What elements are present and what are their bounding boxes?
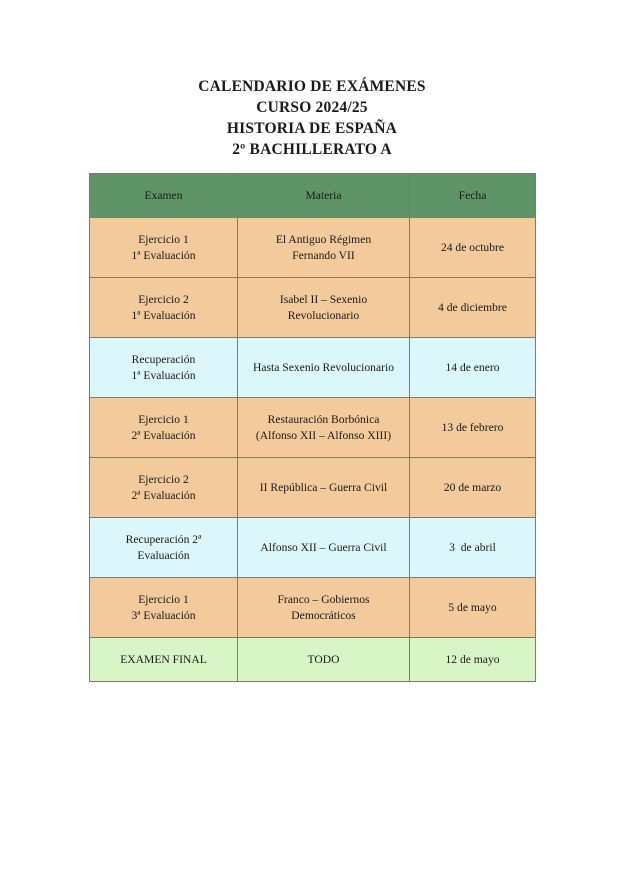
cell-materia: Isabel II – Sexenio Revolucionario	[238, 278, 410, 338]
cell-examen: Ejercicio 1 3ª Evaluación	[90, 578, 238, 638]
table-row	[90, 278, 536, 338]
cell-examen: Ejercicio 1 2ª Evaluación	[90, 398, 238, 458]
cell-materia: Alfonso XII – Guerra Civil	[238, 518, 410, 578]
cell-examen: Ejercicio 1 1ª Evaluación	[90, 218, 238, 278]
table-row	[90, 578, 536, 638]
title-course: CURSO 2024/25	[256, 99, 368, 116]
cell-fecha: 12 de mayo	[410, 638, 536, 682]
cell-examen: Recuperación 1ª Evaluación	[90, 338, 238, 398]
table-row	[90, 338, 536, 398]
cell-materia: Hasta Sexenio Revolucionario	[238, 338, 410, 398]
cell-materia: Restauración Borbónica (Alfonso XII – Alfonso XIII)	[238, 398, 410, 458]
cell-materia: Franco – Gobiernos Democráticos	[238, 578, 410, 638]
cell-examen: Ejercicio 2 2ª Evaluación	[90, 458, 238, 518]
title-subject: HISTORIA DE ESPAÑA	[226, 120, 398, 137]
cell-materia: II República – Guerra Civil	[238, 458, 410, 518]
cell-examen: Recuperación 2ª Evaluación	[90, 518, 238, 578]
header-examen: Examen	[90, 174, 238, 218]
title-calendar: CALENDARIO DE EXÁMENES	[198, 78, 426, 95]
table-row	[90, 398, 536, 458]
cell-fecha: 3 de abril	[410, 518, 536, 578]
cell-fecha: 4 de diciembre	[410, 278, 536, 338]
table-row	[90, 218, 536, 278]
header-materia: Materia	[238, 174, 410, 218]
title-group: 2º BACHILLERATO A	[232, 141, 392, 158]
table-row	[90, 518, 536, 578]
table-header-row	[90, 174, 536, 218]
cell-fecha: 24 de octubre	[410, 218, 536, 278]
cell-fecha: 14 de enero	[410, 338, 536, 398]
cell-fecha: 5 de mayo	[410, 578, 536, 638]
cell-fecha: 13 de febrero	[410, 398, 536, 458]
cell-materia: TODO	[238, 638, 410, 682]
table-row	[90, 458, 536, 518]
document-title	[0, 76, 624, 160]
cell-examen: Ejercicio 2 1ª Evaluación	[90, 278, 238, 338]
table-row-final	[90, 638, 536, 682]
header-fecha: Fecha	[410, 174, 536, 218]
cell-examen: EXAMEN FINAL	[90, 638, 238, 682]
exam-schedule-table	[89, 173, 536, 682]
cell-fecha: 20 de marzo	[410, 458, 536, 518]
cell-materia: El Antiguo Régimen Fernando VII	[238, 218, 410, 278]
